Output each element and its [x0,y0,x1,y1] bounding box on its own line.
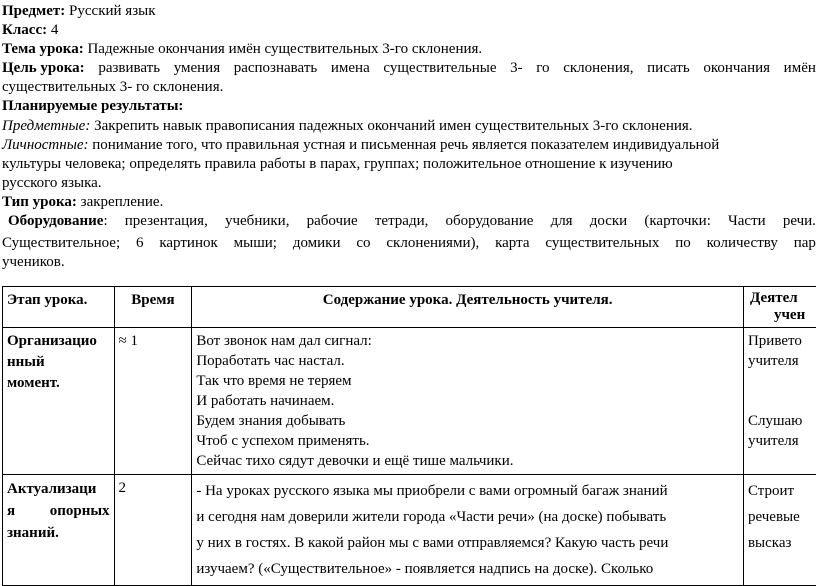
student-line: Слушаю [748,411,816,431]
content-line: Сейчас тихо сядут девочки и ещё тише мальчики. [196,451,739,471]
content-cell [192,328,744,475]
student-line: высказ [748,530,816,556]
header-student-line: учен [748,307,816,324]
type-line [2,193,816,211]
equipment-word: картинок [159,234,217,252]
equipment-label: Оборудование [8,213,103,229]
goal-word: существительные [383,59,496,77]
equipment-line-3: учеников. [2,253,816,271]
personal-value: понимание того, что правильная устная и письменная речь является показателем индивидуальной [89,137,720,153]
goal-word: имён [784,59,816,77]
equipment-line-2 [2,234,816,252]
subject-line [2,2,816,20]
stage-line: Организацио [7,331,110,352]
stage-word: опорных [50,500,110,522]
stage-line: Актуализаци [7,478,110,500]
content-line: у них в гостях. В какой район мы с вами отправляемся? Какую часть речи [196,530,739,556]
goal-word: го [536,59,549,77]
personal-line-3: русского языка. [2,174,816,192]
equipment-word: существительных [545,234,659,252]
stage-line: знаний. [7,522,110,544]
header-content: Содержание урока. Деятельность учителя. [192,287,744,328]
table-row [3,475,816,586]
topic-line [2,40,816,58]
equipment-line-1 [8,212,816,230]
equipment-word: доски [590,212,627,230]
equipment-word: 6 [136,234,144,252]
goal-line-1 [2,59,816,77]
equipment-word: мыши; [234,234,277,252]
results-heading: Планируемые результаты: [2,97,816,115]
student-cell [743,475,816,586]
content-line: Будем знания добывать [196,411,739,431]
equipment-word: склонениями), [386,234,479,252]
content-line: и сегодня нам доверили жители города «Части речи» (на доске) побывать [196,504,739,530]
equipment-word: тетради, [375,212,429,230]
goal-word: имена [331,59,370,77]
equipment-word: карта [495,234,529,252]
goal-line-2: существительных 3- го склонения. [2,78,816,96]
goal-word: распознавать [234,59,318,77]
stage-line: нный [7,352,110,373]
goal-word: умения [174,59,220,77]
equipment-word: пар [794,234,816,252]
equipment-word: (карточки: [644,212,711,230]
subject-results-value: Закрепить навык правописания падежных окончаний имен существительных 3-го склонения. [90,118,692,134]
equipment-word: Части [728,212,766,230]
grade-value: 4 [47,22,58,38]
student-line: Строит [748,478,816,504]
content-line: Так что время не теряем [196,371,739,391]
content-line: Вот звонок нам дал сигнал: [196,331,739,351]
header-student [743,287,816,328]
stage-line: момент. [7,373,110,394]
topic-value: Падежные окончания имён существительных 3-го склонения. [84,41,482,57]
content-line: - На уроках русского языка мы приобрели с вами огромный багаж знаний [196,478,739,504]
stage-cell [3,328,115,475]
student-line: учителя [748,431,816,451]
stage-line [7,500,110,522]
stage-word: я [7,500,15,522]
equipment-word: учебники, [225,212,289,230]
goal-word: окончания [703,59,770,77]
student-line: Привето [748,331,816,351]
table-row [3,328,816,475]
stage-cell [3,475,115,586]
goal-word: писать [647,59,690,77]
time-cell: ≈ 1 [114,328,192,475]
goal-word: склонения, [563,59,633,77]
content-cell [192,475,744,586]
equipment-word: Существительное; [2,234,120,252]
personal-line-2: культуры человека; определять правила работы в парах, группах; положительное отношение к изучению [2,155,816,173]
table-header-row [3,287,816,328]
equipment-word: домики [293,234,341,252]
content-line: изучаем? («Существительное» - появляется надпись на доске). Сколько [196,556,739,582]
lesson-plan-table [2,286,816,586]
topic-label: Тема урока: [2,41,84,57]
grade-line [2,21,816,39]
header-student-line: Деятел [748,290,816,307]
equipment-word: презентация, [125,212,208,230]
grade-label: Класс: [2,22,47,38]
personal-label: Личностные: [2,137,89,153]
student-line: речевые [748,504,816,530]
time-cell: 2 [114,475,192,586]
subject-label: Предмет: [2,3,65,19]
subject-results-label: Предметные: [2,118,90,134]
student-line: учителя [748,351,816,371]
student-cell [743,328,816,475]
equipment-word: по [675,234,691,252]
personal-line-1 [2,136,816,154]
equipment-word: рабочие [307,212,358,230]
content-line: И работать начинаем. [196,391,739,411]
type-value: закрепление. [77,194,163,210]
equipment-word: оборудование [446,212,534,230]
header-time: Время [114,287,192,328]
subject-value: Русский язык [65,3,155,19]
goal-word: 3- [510,59,523,77]
equipment-word: для [551,212,573,230]
header-stage: Этап урока. [3,287,115,328]
equipment-word: : [103,213,107,229]
content-line: Поработать час настал. [196,351,739,371]
goal-label: Цель урока: [2,59,85,77]
content-line: Чтоб с успехом применять. [196,431,739,451]
equipment-word: речи. [783,212,816,230]
type-label: Тип урока: [2,194,77,210]
equipment-word: количеству [707,234,778,252]
equipment-word: со [356,234,370,252]
subject-results-line [2,117,816,135]
goal-word: развивать [98,59,160,77]
